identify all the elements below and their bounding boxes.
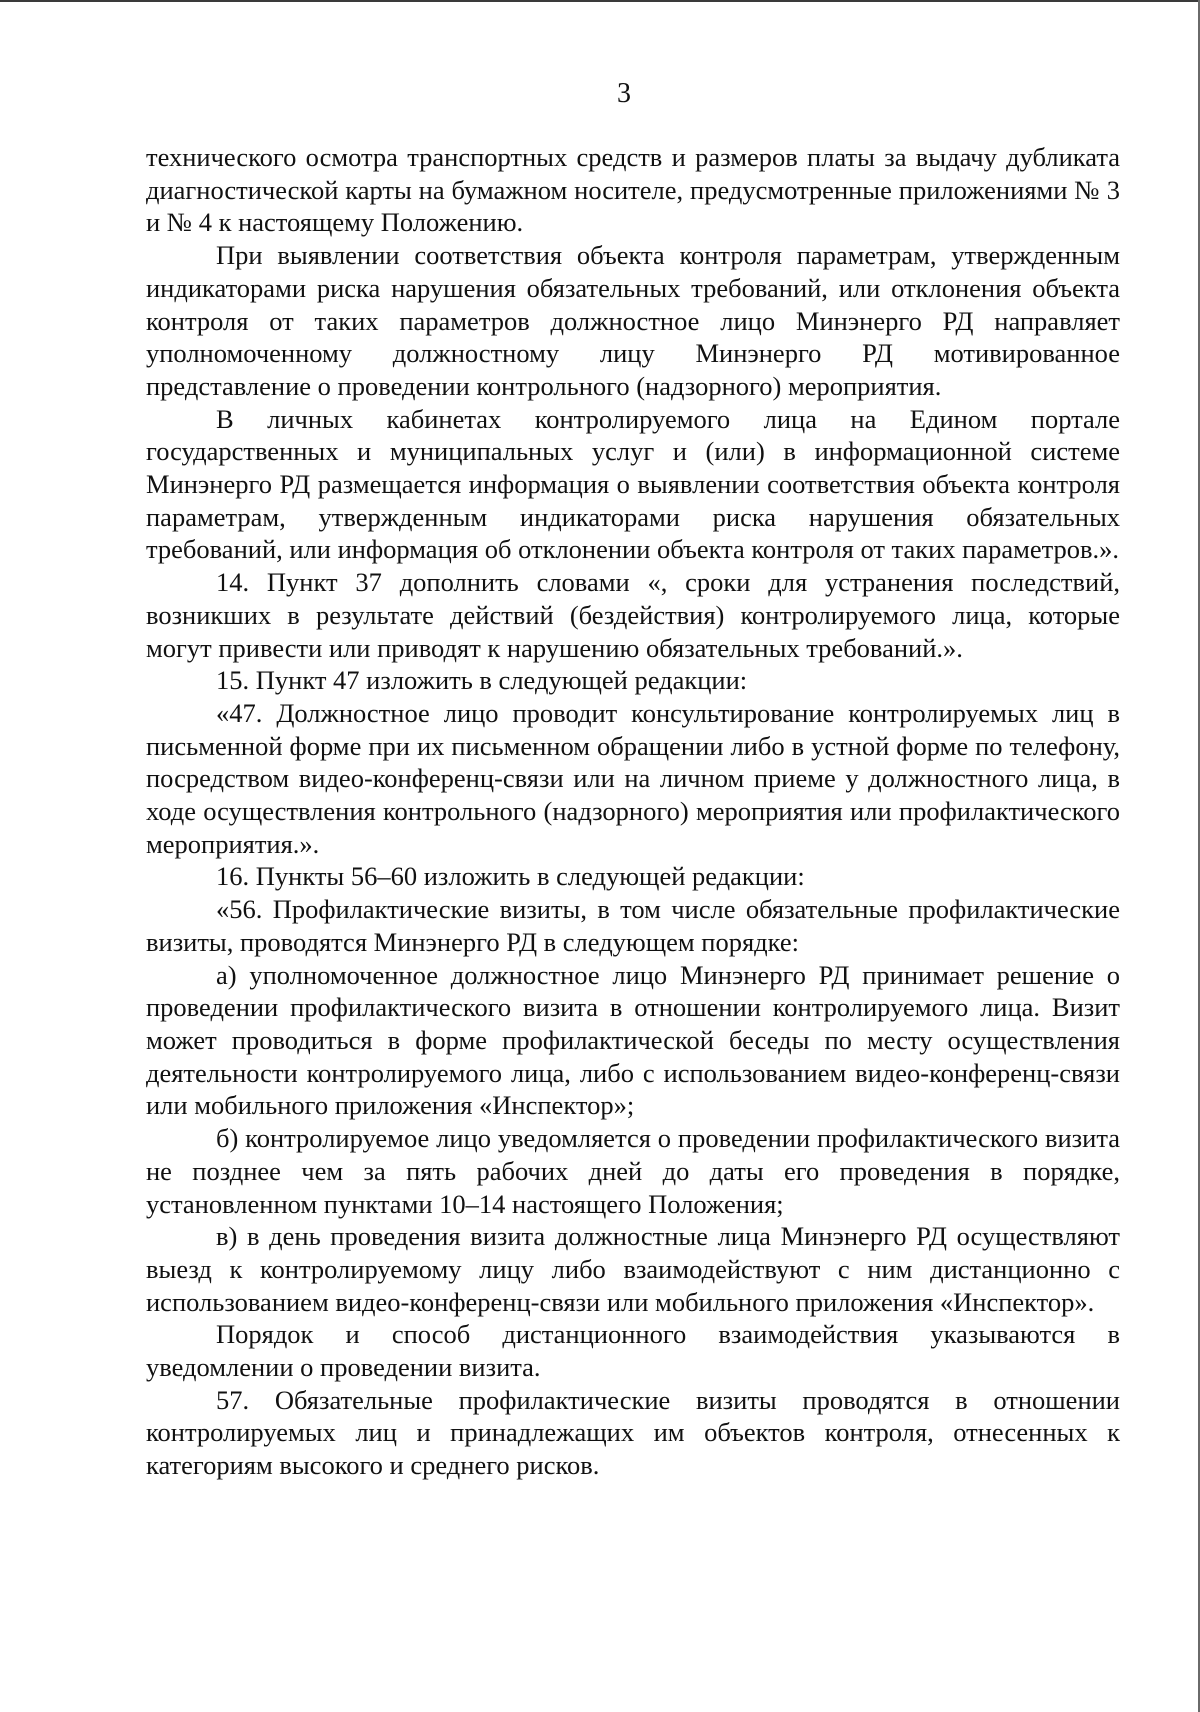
paragraph-quote-56: «56. Профилактические визиты, в том числе обязательные профилактические визиты, проводятся Минэнерго РД в следующем порядке: <box>146 894 1120 957</box>
scan-edge-top <box>0 0 1200 2</box>
document-body <box>146 141 1120 1482</box>
paragraph-item-16: 16. Пункты 56–60 изложить в следующей редакции: <box>216 861 805 892</box>
paragraph: При выявлении соответствия объекта контроля параметрам, утвержденным индикаторами риска нарушения обязательных требований, или отклонения объекта контроля от таких параметров должностное лицо Минэнерго РД направляет уполномоченному должностному лицу Минэнерго РД мотивированное представление о проведении контрольного (надзорного) мероприятия. <box>146 240 1120 401</box>
paragraph-quote-47: «47. Должностное лицо проводит консультирование контролируемых лиц в письменной форме при их письменном обращении либо в устной форме по телефону, посредством видео-конференц-связи или на личном приеме у должностного лица, в ходе осуществления контрольного (надзорного) мероприятия или профилактического мероприятия.». <box>146 697 1120 859</box>
paragraph-subitem-a: а) уполномоченное должностное лицо Минэнерго РД принимает решение о проведении профилактического визита в отношении контролируемого лица. Визит может проводиться в форме профилактической беседы по месту осуществления деятельности контролируемого лица, либо с использованием видео-конференц-связи или мобильного приложения «Инспектор»; <box>146 959 1120 1121</box>
paragraph-subitem-b: б) контролируемое лицо уведомляется о проведении профилактического визита не позднее чем за пять рабочих дней до даты его проведения в порядке, установленном пунктами 10–14 настоящего Положения; <box>146 1123 1120 1219</box>
paragraph: Порядок и способ дистанционного взаимодействия указываются в уведомлении о проведении визита. <box>146 1319 1120 1383</box>
page-number: 3 <box>617 78 631 109</box>
paragraph: В личных кабинетах контролируемого лица на Едином портале государственных и муниципальных услуг и (или) в информационной системе Минэнерго РД размещается информация о выявлении соответствия объекта контроля параметрам, утвержденным индикаторами риска нарушения обязательных требований, или информация об отклонении объекта контроля от таких параметров.». <box>146 403 1120 565</box>
paragraph-item-57: 57. Обязательные профилактические визиты проводятся в отношении контролируемых лиц и принадлежащих им объектов контроля, отнесенных к категориям высокого и среднего рисков. <box>146 1384 1120 1481</box>
paragraph-continuation: технического осмотра транспортных средств и размеров платы за выдачу дубликата диагностической карты на бумажном носителе, предусмотренные приложениями № 3 и № 4 к настоящему Положению. <box>146 142 1120 238</box>
paragraph-item-14: 14. Пункт 37 дополнить словами «, сроки для устранения последствий, возникших в результате действий (бездействия) контролируемого лица, которые могут привести или приводят к нарушению обязательных требований.». <box>146 567 1120 663</box>
paragraph-item-15: 15. Пункт 47 изложить в следующей редакции: <box>216 665 748 696</box>
paragraph-subitem-v: в) в день проведения визита должностные лица Минэнерго РД осуществляют выезд к контролируемому лицу либо взаимодействуют с ним дистанционно с использованием видео-конференц-связи или мобильного приложения «Инспектор». <box>146 1221 1120 1317</box>
